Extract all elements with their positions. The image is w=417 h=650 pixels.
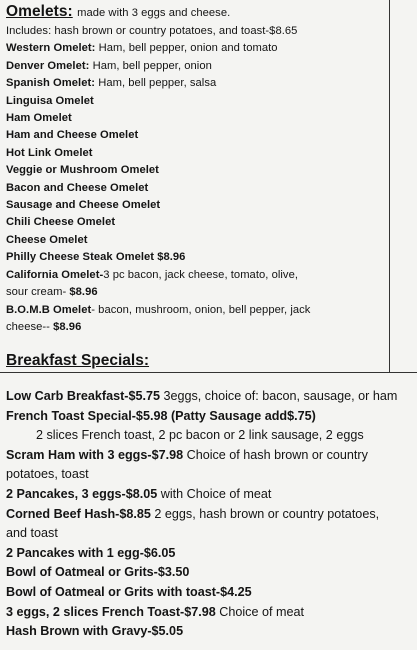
special-french-toast: French Toast Special-$5.98 (Patty Sausage add$.75) [6,408,316,423]
omelet-name: California Omelet- [6,268,104,281]
special-french-toast-desc: 2 slices French toast, 2 pc bacon or 2 link sausage, 2 eggs [36,428,364,443]
special-low-carb [6,387,411,407]
special-desc: with Choice of meat [157,486,272,501]
special-title: Corned Beef Hash-$8.85 [6,506,151,521]
omelet-item-california [6,267,386,302]
omelet-item-ham-cheese: Ham and Cheese Omelet [6,129,139,142]
omelet-item-denver [6,58,386,75]
omelet-name: Spanish Omelet: [6,77,96,90]
omelets-heading-note: made with 3 eggs and cheese. [77,7,231,19]
omelet-desc: - bacon, mushroom, onion, bell pepper, jack [91,303,311,316]
omelet-name: Denver Omelet: [6,59,90,72]
section-divider-vertical [389,0,390,372]
special-corned-beef-cont: and toast [6,526,58,541]
omelet-item-chili-cheese: Chili Cheese Omelet [6,216,116,229]
breakfast-specials-section [6,350,411,642]
omelet-price: $8.96 [66,286,98,299]
omelet-item-sausage-cheese: Sausage and Cheese Omelet [6,199,161,212]
special-hash-brown: Hash Brown with Gravy-$5.05 [6,624,184,639]
specials-heading: Breakfast Specials: [6,352,150,369]
omelet-name: B.O.M.B Omelet [6,303,92,316]
omelets-heading: Omelets: [6,3,73,20]
omelet-item-veggie: Veggie or Mushroom Omelet [6,164,159,177]
omelet-item-cheese: Cheese Omelet [6,233,88,246]
special-title: 3 eggs, 2 slices French Toast-$7.98 [6,604,216,619]
special-oatmeal-toast: Bowl of Oatmeal or Grits with toast-$4.25 [6,584,252,599]
omelet-item-ham: Ham Omelet [6,112,72,125]
special-pancakes-3-eggs [6,485,411,505]
special-pancakes-1-egg: 2 Pancakes with 1 egg-$6.05 [6,545,176,560]
special-desc: Choice of meat [215,604,304,619]
special-scram-ham [6,446,411,466]
omelet-price: $8.96 [49,320,82,333]
omelet-desc-cont: cheese-- [6,320,50,333]
omelets-header [6,2,386,23]
omelet-desc-cont: sour cream- [6,286,67,299]
omelet-item-linguisa: Linguisa Omelet [6,94,94,107]
omelets-includes: Includes: hash brown or country potatoes, and toast-$8.65 [6,25,298,37]
omelet-item-philly: Philly Cheese Steak Omelet $8.96 [6,251,186,264]
omelet-item-hot-link: Hot Link Omelet [6,146,93,159]
omelet-item-spanish [6,75,386,92]
omelet-desc: Ham, bell pepper, salsa [95,77,217,90]
omelet-item-western [6,40,386,57]
special-scram-ham-cont: potatoes, toast [6,467,89,482]
omelet-desc: 3 pc bacon, jack cheese, tomato, olive, [103,268,298,281]
special-desc: 2 eggs, hash brown or country potatoes, [150,506,380,521]
omelet-desc: Ham, bell pepper, onion [89,59,212,72]
special-title: 2 Pancakes, 3 eggs-$8.05 [6,486,158,501]
omelet-item-bomb [6,302,386,337]
omelet-item-bacon-cheese: Bacon and Cheese Omelet [6,181,149,194]
special-title: Scram Ham with 3 eggs-$7.98 [6,447,184,462]
omelet-desc: Ham, bell pepper, onion and tomato [95,42,278,55]
omelets-section [6,2,386,336]
special-french-toast-eggs [6,603,411,623]
special-oatmeal: Bowl of Oatmeal or Grits-$3.50 [6,565,190,580]
special-title: Low Carb Breakfast-$5.75 [6,389,160,403]
special-desc: Choice of hash brown or country [183,447,368,462]
omelet-name: Western Omelet: [6,42,96,55]
special-corned-beef [6,505,411,525]
special-desc: 3eggs, choice of: bacon, sausage, or ham [160,389,398,403]
